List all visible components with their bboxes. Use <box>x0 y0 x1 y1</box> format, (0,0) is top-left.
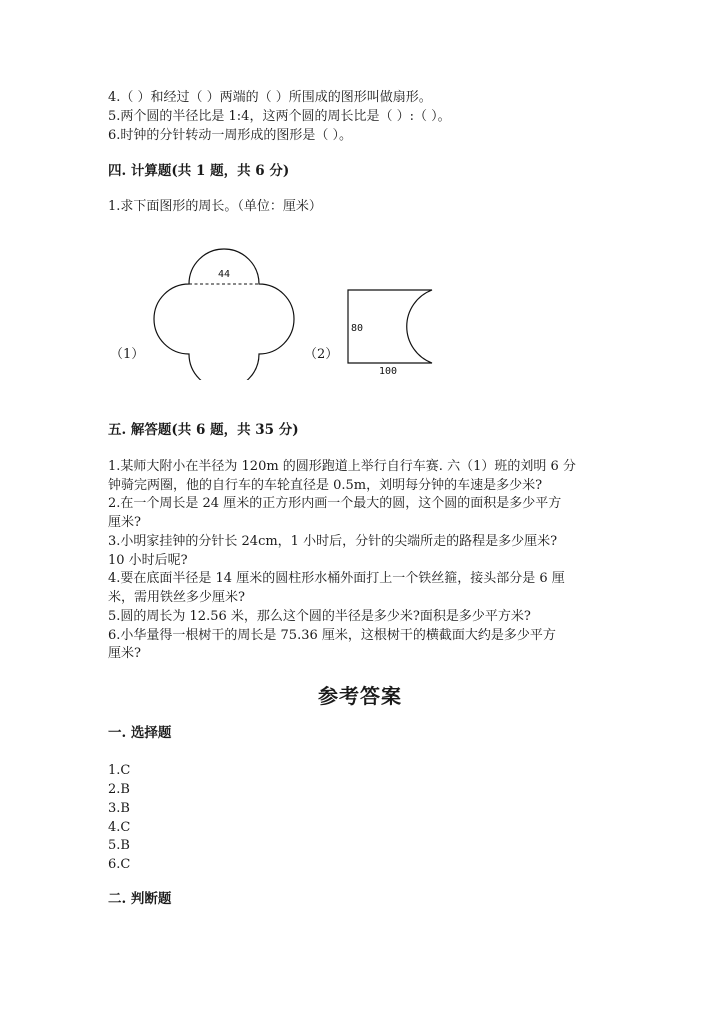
figure-2-width-label: 100 <box>378 366 398 377</box>
section-4-heading: 四. 计算题(共 1 题，共 6 分) <box>108 163 290 179</box>
section-5-line: 5.圆的周长为 12.56 米，那么这个圆的半径是多少米?面积是多少平方米? <box>108 609 531 624</box>
section-4-question: 1.求下面图形的周长。（单位：厘米） <box>108 199 322 214</box>
answers-title: 参考答案 <box>318 684 402 708</box>
answer-item: 2.B <box>108 782 130 797</box>
figure-1-quatrefoil <box>145 235 305 380</box>
answer-item: 5.B <box>108 838 130 853</box>
section-5-line: 3.小明家挂钟的分针长 24cm，1 小时后，分针的尖端所走的路程是多少厘米? <box>108 534 558 549</box>
answers-section-1-heading: 一. 选择题 <box>108 725 172 741</box>
section-5-heading: 五. 解答题(共 6 题，共 35 分) <box>108 422 299 438</box>
figure-2-height-label: 80 <box>351 323 364 334</box>
answer-item: 1.C <box>108 763 131 778</box>
section-5-line: 1.某师大附小在半径为 120m 的圆形跑道上举行自行车赛. 六（1）班的刘明 6 分 <box>108 459 576 474</box>
answer-item: 4.C <box>108 820 131 835</box>
section-5-line: 4.要在底面半径是 14 厘米的圆柱形水桶外面打上一个铁丝箍，接头部分是 6 厘 <box>108 571 565 586</box>
fill-blank-item-5: 5.两个圆的半径比是 1:4，这两个圆的周长比是（ ）:（ ）。 <box>108 109 451 124</box>
section-5-line: 厘米? <box>108 515 141 530</box>
figure-1-dimension: 44 <box>217 269 231 280</box>
figure-2-rectangle-cut <box>340 285 450 385</box>
answer-item: 6.C <box>108 857 131 872</box>
answers-section-2-heading: 二. 判断题 <box>108 891 172 907</box>
section-5-line: 6.小华量得一根树干的周长是 75.36 厘米，这根树干的横截面大约是多少平方 <box>108 628 556 643</box>
section-5-line: 10 小时后呢? <box>108 553 188 568</box>
section-5-line: 钟骑完两圈，他的自行车的车轮直径是 0.5m，刘明每分钟的车速是多少米? <box>108 478 543 493</box>
answer-item: 3.B <box>108 801 130 816</box>
section-5-line: 2.在一个周长是 24 厘米的正方形内画一个最大的圆，这个圆的面积是多少平方 <box>108 496 562 511</box>
section-5-line: 厘米? <box>108 646 141 661</box>
section-5-line: 米，需用铁丝多少厘米? <box>108 590 245 605</box>
fill-blank-item-4: 4.（ ）和经过（ ）两端的（ ）所围成的图形叫做扇形。 <box>108 90 432 105</box>
figure-2-label: （2） <box>304 347 339 362</box>
figure-1-label: （1） <box>110 347 145 362</box>
fill-blank-item-6: 6.时钟的分针转动一周形成的图形是（ ）。 <box>108 128 353 143</box>
